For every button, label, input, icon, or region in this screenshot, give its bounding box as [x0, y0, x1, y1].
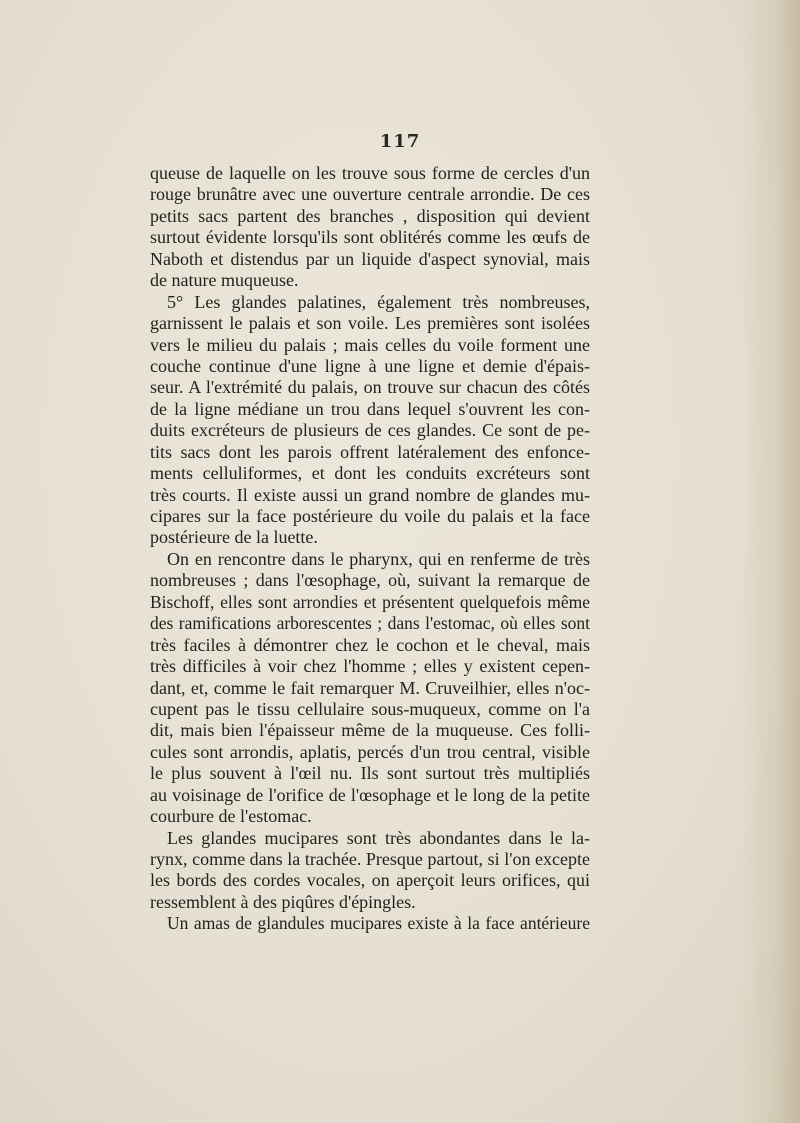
text-line: cipares sur la face postérieure du voile du palais et la face: [150, 506, 590, 526]
body-text: [150, 163, 590, 935]
text-line: Bischoff, elles sont arrondies et présentent quelquefois même: [150, 591, 590, 612]
text-line: les bords des cordes vocales, on aperçoit leurs orifices, qui: [150, 870, 590, 891]
text-line: rynx, comme dans la trachée. Presque partout, si l'on excepte: [150, 849, 590, 869]
text-line: de la ligne médiane un trou dans lequel s'ouvrent les con-: [150, 398, 590, 419]
text-line: petits sacs partent des branches , disposition qui devient: [150, 205, 590, 226]
text-line: très courts. Il existe aussi un grand nombre de glandes mu-: [150, 484, 590, 505]
text-line: dant, et, comme le fait remarquer M. Cruveilhier, elles n'oc-: [150, 677, 590, 698]
text-line: postérieure de la luette.: [150, 527, 318, 548]
text-line: Naboth et distendus par un liquide d'aspect synovial, mais: [150, 248, 590, 269]
text-line: très faciles à démontrer chez le cochon et le cheval, mais: [150, 634, 590, 655]
text-line: surtout évidente lorsqu'ils sont oblitérés comme les œufs de: [150, 227, 590, 248]
text-line: le plus souvent à l'œil nu. Ils sont surtout très multipliés: [150, 763, 590, 784]
text-line: On en rencontre dans le pharynx, qui en renferme de très: [167, 548, 590, 569]
text-line: ressemblent à des piqûres d'épingles.: [150, 891, 416, 912]
text-line: nombreuses ; dans l'œsophage, où, suivant la remarque de: [150, 570, 590, 591]
page-number: 117: [379, 131, 421, 152]
text-line: des ramifications arborescentes ; dans l'estomac, où elles sont: [150, 613, 590, 634]
text-line: queuse de laquelle on les trouve sous forme de cercles d'un: [150, 163, 590, 183]
text-line: vers le milieu du palais ; mais celles du voile forment une: [150, 334, 590, 355]
text-line: ments celluliformes, et dont les conduits excréteurs sont: [150, 463, 590, 484]
text-line: garnissent le palais et son voile. Les premières sont isolées: [150, 313, 590, 334]
text-line: dit, mais bien l'épaisseur même de la muqueuse. Ces folli-: [150, 720, 590, 741]
page-edge-stain: [740, 0, 800, 1123]
text-line: 5° Les glandes palatines, également très nombreuses,: [167, 291, 590, 312]
text-line: Les glandes mucipares sont très abondantes dans le la-: [167, 827, 590, 848]
text-line: Un amas de glandules mucipares existe à la face antérieure: [167, 913, 590, 934]
text-line: de nature muqueuse.: [150, 270, 299, 291]
text-line: duits excréteurs de plusieurs de ces glandes. Ce sont de pe-: [150, 420, 590, 441]
text-line: rouge brunâtre avec une ouverture centrale arrondie. De ces: [150, 184, 590, 205]
text-line: couche continue d'une ligne à une ligne et demie d'épais-: [150, 355, 590, 376]
text-line: courbure de l'estomac.: [150, 806, 312, 827]
text-line: très difficiles à voir chez l'homme ; elles y existent cepen-: [150, 656, 590, 677]
text-line: cupent pas le tissu cellulaire sous-muqueux, comme on l'a: [150, 698, 590, 719]
text-line: tits sacs dont les parois offrent latéralement des enfonce-: [150, 441, 590, 462]
text-line: seur. A l'extrémité du palais, on trouve sur chacun des côtés: [150, 377, 590, 398]
text-line: au voisinage de l'orifice de l'œsophage et le long de la petite: [150, 784, 590, 805]
text-line: cules sont arrondis, aplatis, percés d'un trou central, visible: [150, 741, 590, 762]
